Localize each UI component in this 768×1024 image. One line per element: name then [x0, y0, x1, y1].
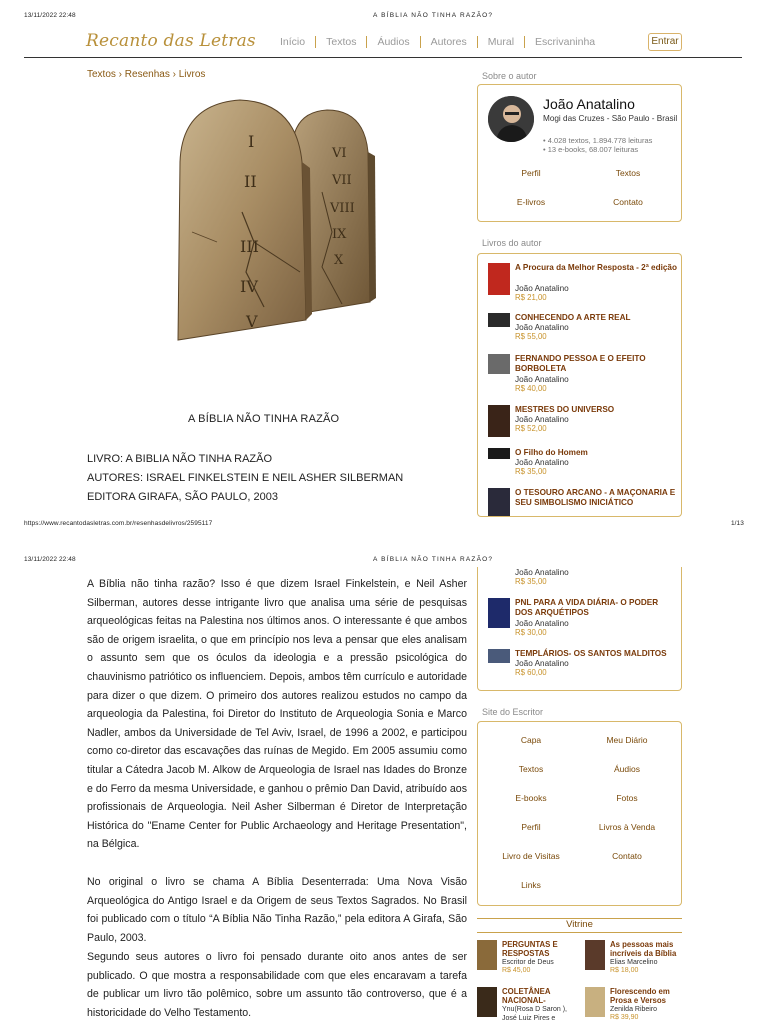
list-item[interactable] — [488, 568, 678, 588]
vitrine-cover[interactable] — [585, 987, 605, 1017]
book-cover[interactable] — [488, 263, 510, 295]
site-link-ebooks[interactable]: E-books — [515, 793, 547, 803]
vitrine-cover[interactable] — [585, 940, 605, 970]
site-link-perfil[interactable]: Perfil — [521, 822, 541, 832]
site-link-capa[interactable]: Capa — [520, 735, 542, 745]
svg-text:III: III — [240, 237, 259, 256]
book-title[interactable]: O TESOURO ARCANO - A MAÇONARIA E SEU SIMBOLISMO INICIÁTICO — [515, 488, 676, 507]
book-price: R$ 52,00 — [515, 424, 547, 433]
author-books-list — [477, 253, 682, 517]
list-item[interactable] — [488, 598, 678, 638]
author-photo-icon — [488, 96, 534, 142]
svg-text:IX: IX — [332, 227, 347, 242]
vitrine-item[interactable] — [477, 940, 577, 980]
author-link-textos[interactable]: Textos — [615, 168, 641, 178]
book-author: João Anatalino — [515, 415, 569, 424]
book-author: João Anatalino — [515, 619, 569, 628]
author-books-list-continued — [477, 567, 682, 691]
book-cover[interactable] — [488, 649, 510, 663]
nav-item-autores[interactable]: Autores — [421, 36, 478, 48]
nav-item-escrivaninha[interactable]: Escrivaninha — [535, 36, 596, 48]
login-button[interactable]: Entrar — [648, 33, 682, 51]
vitrine-author: Zenilda Ribeiro — [610, 1006, 658, 1013]
vitrine-cover[interactable] — [477, 987, 497, 1017]
site-links-box — [477, 721, 682, 906]
svg-text:VI: VI — [332, 146, 347, 161]
list-item[interactable] — [488, 263, 678, 303]
site-link-links[interactable]: Links — [521, 880, 541, 890]
svg-text:I: I — [248, 132, 255, 151]
book-price: R$ 40,00 — [515, 384, 547, 393]
article-meta-publisher: EDITORA GIRAFA, SÃO PAULO, 2003 — [87, 491, 278, 503]
book-author: João Anatalino — [515, 323, 569, 332]
book-cover[interactable] — [488, 405, 510, 437]
vitrine-price: R$ 39,90 — [610, 1014, 639, 1021]
vitrine-author: Escritor de Deus — [502, 959, 554, 966]
book-title[interactable]: MESTRES DO UNIVERSO — [515, 405, 615, 414]
book-title[interactable]: A Procura da Melhor Resposta - 2ª edição — [515, 263, 677, 272]
article-paragraph: No original o livro se chama A Bíblia Desenterrada: Uma Nova Visão Arqueológica do Antigo Israel e da Origem de seus Textos Sagrados. No Brasil foi publicado com o título “A Bíblia Não Tinha Razão,” pela editora A Girafa, São Paulo, 2003. — [87, 876, 467, 944]
nav-item-audios[interactable]: Áudios — [367, 36, 420, 48]
list-item[interactable] — [488, 448, 678, 482]
vitrine-price: R$ 18,00 — [610, 967, 639, 974]
svg-text:VII: VII — [332, 173, 352, 188]
book-price: R$ 35,00 — [515, 577, 547, 586]
book-author: João Anatalino — [515, 284, 569, 293]
book-title[interactable]: PNL PARA A VIDA DIÁRIA- O PODER DOS ARQUÉTIPOS — [515, 598, 659, 617]
author-link-perfil[interactable]: Perfil — [521, 168, 541, 178]
vitrine-author: Ynu(Rosa D Saron ), José Luiz Pires e — [502, 1006, 567, 1022]
ten-commandments-tablets-image — [172, 92, 377, 344]
svg-text:V: V — [246, 312, 258, 331]
book-price: R$ 21,00 — [515, 293, 547, 302]
author-text-stats: • 4.028 textos, 1.894.778 leituras — [543, 136, 653, 145]
vitrine-author: Elias Marcelino — [610, 959, 658, 966]
book-cover[interactable] — [488, 448, 510, 459]
print-doc-title: A BÍBLIA NÃO TINHA RAZÃO? — [373, 12, 494, 19]
main-nav — [270, 36, 605, 48]
vitrine-cover[interactable] — [477, 940, 497, 970]
book-price: R$ 35,00 — [515, 467, 547, 476]
print-page-number: 1/13 — [730, 520, 744, 527]
header-divider — [24, 57, 742, 58]
breadcrumb[interactable]: Textos › Resenhas › Livros — [87, 69, 206, 80]
site-logo[interactable]: Recanto das Letras — [86, 31, 256, 51]
print-url: https://www.recantodasletras.com.br/resenhasdelivros/2595117 — [24, 520, 213, 527]
book-author: João Anatalino — [515, 458, 569, 467]
print-doc-title: A BÍBLIA NÃO TINHA RAZÃO? — [373, 556, 494, 563]
list-item[interactable] — [488, 313, 678, 347]
book-price: R$ 55,00 — [515, 332, 547, 341]
site-link-livros-venda[interactable]: Livros à Venda — [598, 822, 656, 832]
list-item[interactable] — [488, 649, 678, 683]
book-title[interactable]: TEMPLÁRIOS- OS SANTOS MALDITOS — [515, 649, 667, 658]
author-link-elivros[interactable]: E-livros — [516, 197, 546, 207]
site-link-textos[interactable]: Textos — [518, 764, 544, 774]
avatar[interactable] — [488, 96, 534, 142]
vitrine-item[interactable] — [477, 987, 577, 1024]
nav-item-mural[interactable]: Mural — [478, 36, 525, 48]
list-item[interactable] — [488, 354, 678, 394]
article-paragraph: Segundo seus autores o livro foi pensado durante oito anos antes de ser publicado. O que mostra a responsabilidade com que eles encaravam a tarefa de publicar um livro tão polêmico, sobre um assunto tão controverso, que é a historicidade do Velho Testamento. — [87, 951, 467, 1019]
vitrine-title: Vitrine — [566, 919, 593, 930]
book-cover[interactable] — [488, 354, 510, 374]
article-title: A BÍBLIA NÃO TINHA RAZÃO — [188, 413, 340, 425]
site-link-audios[interactable]: Áudios — [614, 764, 640, 774]
svg-text:VIII: VIII — [330, 201, 355, 216]
print-date: 13/11/2022 22:48 — [24, 12, 76, 19]
book-title[interactable]: FERNANDO PESSOA E O EFEITO BORBOLETA — [515, 354, 646, 373]
print-date: 13/11/2022 22:48 — [24, 556, 76, 563]
site-link-fotos[interactable]: Fotos — [616, 793, 638, 803]
article-meta-book: LIVRO: A BIBLIA NÃO TINHA RAZÃO — [87, 453, 273, 465]
svg-text:II: II — [244, 172, 257, 191]
book-author: João Anatalino — [515, 375, 569, 384]
author-books-label: Livros do autor — [482, 238, 542, 248]
vitrine-price: R$ 45,00 — [502, 967, 531, 974]
author-link-contato[interactable]: Contato — [613, 197, 643, 207]
book-title[interactable]: O Filho do Homem — [515, 448, 588, 457]
book-cover[interactable] — [488, 598, 510, 628]
book-cover[interactable] — [488, 488, 510, 517]
book-cover[interactable] — [488, 313, 510, 327]
book-author: João Anatalino — [515, 659, 569, 668]
vitrine-title-text[interactable]: As pessoas mais incríveis da Bíblia — [610, 940, 677, 958]
book-price: R$ 30,00 — [515, 628, 547, 637]
vitrine-title-text[interactable]: Florescendo em Prosa e Versos — [610, 987, 670, 1005]
site-link-meu-diario[interactable]: Meu Diário — [606, 735, 648, 745]
book-title[interactable]: CONHECENDO A ARTE REAL — [515, 313, 631, 322]
author-card — [477, 84, 682, 222]
vitrine-item[interactable] — [585, 940, 685, 980]
vitrine-title-text[interactable]: COLETÂNEA NACIONAL- — [502, 987, 551, 1005]
svg-text:X: X — [334, 253, 344, 268]
svg-text:IV: IV — [240, 277, 258, 296]
article-paragraph: A Bíblia não tinha razão? Isso é que dizem Israel Finkelstein, e Neil Asher Silberman, autores desse intrigante livro que analisa uma série de pesquisas arqueológicas feitas na Palestina nos últimos anos. O interessante é que ambos são de origem israelita, o que em princípio nos leva a pensar que eles analisam o assunto sem que os óculos da ideologia e a pressão psicológica do chauvinismo patriótico os influenciem. Depois, ambos têm currículo e autoridade para dizer o que dizem. O primeiro dos autores realizou estudos no campo da arqueologia da Palestina, foi Diretor do Instituto de Arqueologia Sonia e Marco Nadler, ambos da Universidade de Tel Aviv, Israel, de 1996 a 2002, e participou como co-diretor das escavações das ruínas de Megido. Em 2005 assumiu como titular a Cátedra Jacob M. Alkow de Arqueologia de Israel nas Idades do Bronze e do Ferro da mesma Universidade, e ganhou o prêmio Dan David, atribuído aos profissionais de Arqueologia. Neil Asher Silberman é Diretor de Interpretação Histórica do "Ename Center for Public Archaeology and Heritage Presentation", na Bélgica. — [87, 578, 467, 851]
author-name[interactable]: João Anatalino — [543, 96, 635, 112]
page-break — [0, 536, 768, 550]
vitrine-item[interactable] — [585, 987, 685, 1024]
nav-item-textos[interactable]: Textos — [316, 36, 367, 48]
author-location: Mogi das Cruzes - São Paulo - Brasil — [543, 114, 678, 123]
list-item[interactable] — [488, 488, 678, 517]
site-link-contato[interactable]: Contato — [612, 851, 642, 861]
book-author: João Anatalino — [515, 568, 569, 577]
article-meta-authors: AUTORES: ISRAEL FINKELSTEIN E NEIL ASHER SILBERMAN — [87, 472, 404, 484]
book-price: R$ 60,00 — [515, 668, 547, 677]
site-label: Site do Escritor — [482, 707, 544, 717]
vitrine-divider — [477, 932, 682, 933]
article-meta — [87, 450, 403, 507]
nav-item-inicio[interactable]: Início — [270, 36, 316, 48]
site-link-livro-visitas[interactable]: Livro de Visitas — [502, 851, 560, 861]
list-item[interactable] — [488, 405, 678, 439]
about-author-label: Sobre o autor — [482, 71, 537, 81]
vitrine-title-text[interactable]: PERGUNTAS E RESPOSTAS — [502, 940, 558, 958]
author-ebook-stats: • 13 e-books, 68.007 leituras — [543, 145, 639, 154]
